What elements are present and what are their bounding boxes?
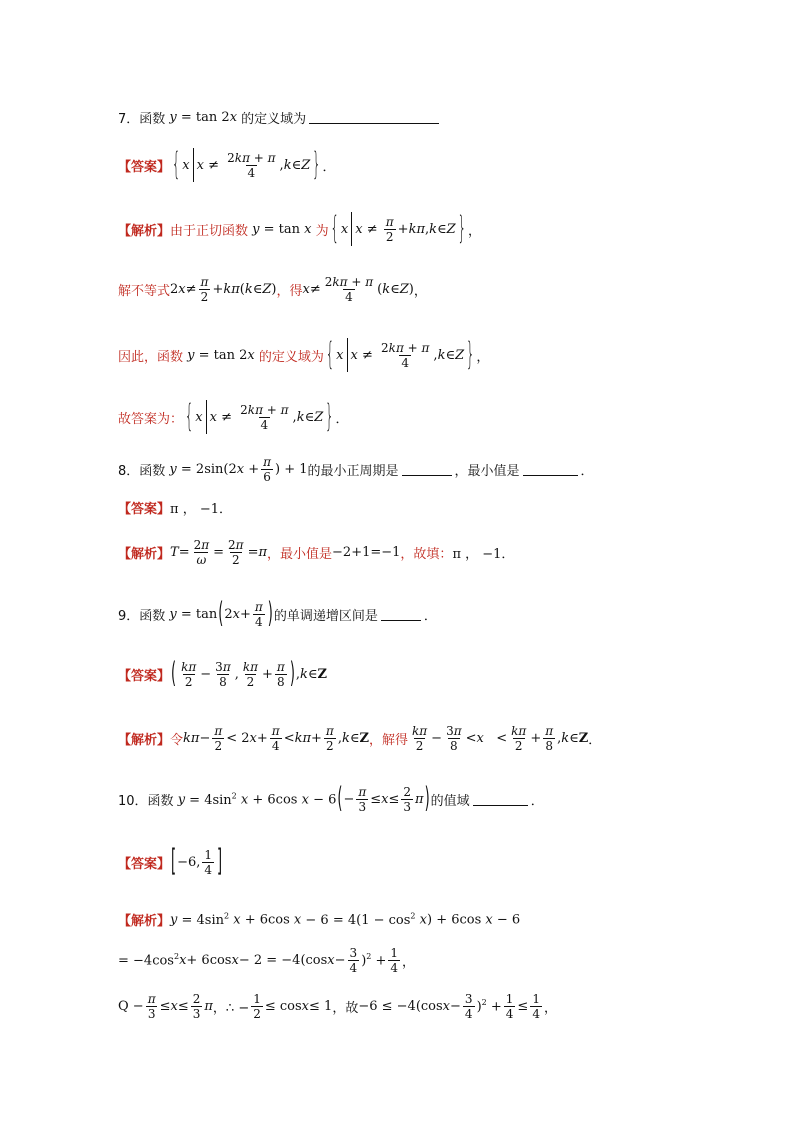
q7-analysis-2: 解不等式 2 x ≠ $\frac{\pi}{2}$ + kπ ( k ∈ Z ) ，得 x ≠ $\frac{2k\pi + \pi}{4}$ ( k ∈ Z ) ， — [118, 275, 427, 304]
q10-blank — [473, 793, 528, 806]
q8-analysis-end: π ， −1． — [452, 547, 515, 562]
q8-question: 8． 函数 y = 2sin(2x + $\frac{\pi}{6}$ ) + 1 的最小正周期是 ，最小值是 ． — [118, 455, 594, 484]
q10-end: ． — [530, 794, 544, 809]
q10-number: 10． — [118, 794, 148, 809]
q7-analysis-3b: 的定义域为 — [258, 349, 324, 365]
q7-analysis-2b: ，得 — [276, 284, 303, 299]
q10-line3-end: ， — [543, 1001, 557, 1016]
q10-question: 10． 函数 $y = 4\sin^2$ x + 6cos x − 6 ( − $\frac{\pi}{3}$ ≤ x ≤ $\frac{2}{3}$ π ) 的值域 ． — [118, 783, 544, 816]
q8-analysis: 【解析】 T = $\frac{2\pi}{\omega}$ = $\frac{2\pi}{2}$ = π ，最小值是 −2+1=−1 ，故填： π ， −1． — [118, 538, 515, 567]
q9-text-post: 的单调递增区间是 — [273, 609, 378, 624]
q7-analysis-3: 因此，函数 y = tan 2x 的定义域为 { x x ≠ $\frac{2k\pi + \pi}{4}$ , k ∈ Z } ， — [118, 337, 490, 373]
q9-number: 9． — [118, 609, 140, 624]
q9-analysis-ling: 令 — [170, 733, 184, 748]
q7-analysis-1a: 由于正切函数 — [170, 223, 249, 239]
q7-answer: 【答案】 { x x ≠ $\frac{2k\pi + \pi}{4}$ , k ∈ Z } ． — [118, 147, 336, 183]
q7-text-pre: 函数 — [139, 112, 166, 127]
q8-number: 8． — [118, 464, 140, 479]
q8-analysis-fill: ，故填： — [400, 547, 453, 562]
q9-end: ． — [423, 609, 437, 624]
q9-analysis-end: ． — [588, 733, 602, 748]
q8-text-pre: 函数 — [139, 464, 166, 479]
analysis-tag: 【解析】 — [118, 733, 171, 748]
q7-analysis-1b: 为 — [315, 223, 329, 239]
answer-tag: 【答案】 — [118, 857, 171, 872]
q7-number: 7． — [118, 112, 140, 127]
analysis-tag: 【解析】 — [118, 223, 171, 239]
q10-analysis-3: Q − $\frac{\pi}{3}$ ≤ x ≤ $\frac{2}{3}$ π ，∴ − $\frac{1}{2}$ ≤ cos x ≤ 1 ，故 −6 ≤ −4(cos x − $\frac{3}{4}$ )$^2$ + $\frac{1}{4}$ ≤ $\frac{1}{4}$ ， — [118, 992, 557, 1021]
q8-answer — [118, 498, 232, 517]
q8-text-post2: ，最小值是 — [454, 464, 520, 479]
q7-answer-end: ． — [322, 159, 336, 175]
q8-blank-1 — [402, 463, 452, 476]
analysis-tag: 【解析】 — [118, 547, 171, 562]
q7-analysis-3a: 因此，函数 — [118, 349, 184, 365]
q10-analysis-1: 【解析】 $y = 4\sin^2$ x + 6cos $x - 6 = 4(1 - \cos^2 x) + 6\cos$ x − 6 — [118, 911, 521, 929]
q10-text-post: 的值域 — [430, 794, 470, 809]
q10-line3-gu: ，故 — [332, 1001, 359, 1016]
q8-blank-2 — [523, 463, 578, 476]
q7-question — [118, 108, 442, 127]
analysis-tag: 【解析】 — [118, 914, 171, 929]
q7-formula: y = tan 2x — [165, 110, 242, 125]
answer-tag: 【答案】 — [118, 159, 171, 175]
q10-line2-suffix: ， — [402, 955, 416, 970]
q8-text-post1: 的最小正周期是 — [307, 464, 399, 479]
q7-text-post: 的定义域为 — [241, 112, 307, 127]
q7-analysis-2a: 解不等式 — [118, 284, 171, 299]
q9-text-pre: 函数 — [139, 609, 166, 624]
q9-question: 9． 函数 y = tan ( 2 x + $\frac{\pi}{4}$ ) 的单调递增区间是 ． — [118, 598, 437, 631]
q7-analysis-4: 故答案为： { x x ≠ $\frac{2k\pi + \pi}{4}$ , k ∈ Z } ． — [118, 399, 349, 435]
q7-analysis-4a: 故答案为： — [118, 411, 184, 427]
answer-tag: 【答案】 — [118, 502, 171, 517]
q10-answer: 【答案】 [ −6, $\frac{1}{4}$ ] — [118, 845, 223, 880]
q10-analysis-2: = $-4\cos^2$ x + 6cos x − 2 = −4(cos x − $\frac{3}{4}$ )$^2$ + $\frac{1}{4}$ ， — [118, 946, 416, 975]
q8-analysis-calc: −2+1=−1 — [332, 545, 401, 560]
q8-analysis-mid: ，最小值是 — [267, 547, 333, 562]
q9-analysis-jiede: ，解得 — [368, 733, 408, 748]
q9-answer: 【答案】 ( $\frac{k\pi}{2}$ − $\frac{3\pi}{8}$ , $\frac{k\pi}{2}$ + $\frac{\pi}{8}$ ) , k ∈ Z — [118, 658, 328, 691]
q7-blank — [309, 111, 439, 124]
q9-analysis: 【解析】 令 kπ − $\frac{\pi}{2}$ < 2 x + $\frac{\pi}{4}$ < kπ + $\frac{\pi}{2}$ , k ∈ Z ，解得 $\frac{k\pi}{2}$ − $\frac{3\pi}{8}$ < x < $\frac{k\pi}{2}$ + $\frac{\pi}{8}$ , k ∈ Z ． — [118, 724, 602, 753]
q7-analysis-1: 【解析】 由于正切函数 y = tan x 为 { x x ≠ $\frac{\pi}{2}$ + kπ , k ∈ Z } ， — [118, 211, 481, 247]
answer-tag: 【答案】 — [118, 669, 171, 684]
q10-text-pre: 函数 — [147, 794, 174, 809]
q8-answer-value: π ， −1． — [170, 502, 232, 517]
q8-end: ． — [580, 464, 594, 479]
q9-blank — [381, 608, 421, 621]
